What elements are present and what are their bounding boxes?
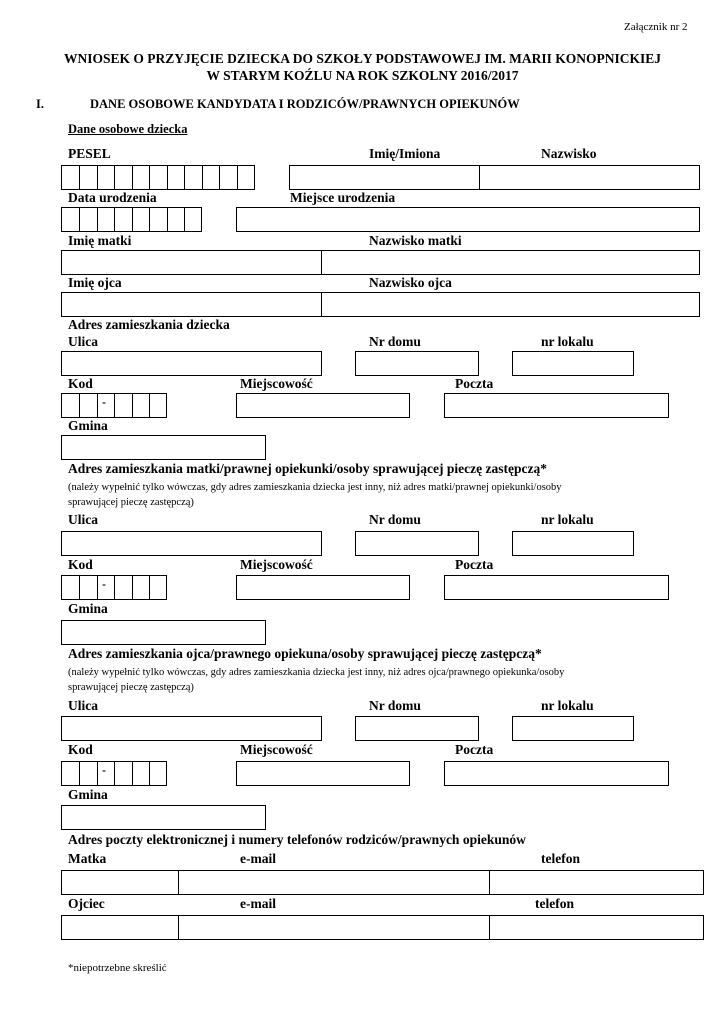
first-names-label: Imię/Imiona (369, 146, 441, 161)
father-flat-no-input[interactable] (512, 716, 634, 741)
child-house-no-input[interactable] (355, 351, 479, 376)
mother-surname-label: Nazwisko matki (369, 233, 462, 248)
father-house-no-input[interactable] (355, 716, 479, 741)
mother-address-heading: Adres zamieszkania matki/prawnej opiekunki/osoby sprawującej pieczę zastępczą* (68, 461, 547, 476)
section-title: DANE OSOBOWE KANDYDATA I RODZICÓW/PRAWNYCH OPIEKUNÓW (90, 97, 520, 111)
first-names-input[interactable] (289, 165, 480, 190)
postcode-dash: - (102, 395, 106, 409)
child-flat-no-input[interactable] (512, 351, 634, 376)
child-address-heading: Adres zamieszkania dziecka (68, 317, 230, 332)
child-flat-no-label: nr lokalu (541, 334, 594, 349)
father-surname-input[interactable] (321, 292, 700, 317)
pesel-label: PESEL (68, 146, 111, 161)
child-house-no-label: Nr domu (369, 334, 421, 349)
mother-surname-input[interactable] (321, 250, 700, 275)
mother-flat-no-label: nr lokalu (541, 512, 594, 527)
father-commune-input[interactable] (61, 805, 266, 830)
mother-city-input[interactable] (236, 575, 410, 600)
mother-commune-label: Gmina (68, 601, 108, 616)
mother-postcode-input[interactable] (61, 575, 167, 600)
contact-father-phone-label: telefon (535, 896, 574, 911)
child-city-input[interactable] (236, 393, 410, 418)
child-post-office-input[interactable] (444, 393, 669, 418)
child-commune-input[interactable] (61, 435, 266, 460)
child-street-input[interactable] (61, 351, 322, 376)
father-address-note-line1: (należy wypełnić tylko wówczas, gdy adres zamieszkania dziecka jest inny, niż adres ojca/prawnego opiekunka/osoby (68, 667, 565, 678)
contact-mother-email-label: e-mail (240, 851, 276, 866)
birth-place-input[interactable] (236, 207, 700, 232)
surname-input[interactable] (479, 165, 700, 190)
contact-father-label: Ojciec (68, 896, 105, 911)
contact-mother-email-input[interactable] (178, 870, 490, 895)
mother-house-no-label: Nr domu (369, 512, 421, 527)
contact-mother-phone-label: telefon (541, 851, 580, 866)
form-title-line1: WNIOSEK O PRZYJĘCIE DZIECKA DO SZKOŁY PODSTAWOWEJ IM. MARII KONOPNICKIEJ (63, 51, 662, 66)
father-surname-label: Nazwisko ojca (369, 275, 452, 290)
mother-street-label: Ulica (68, 512, 98, 527)
footnote: *niepotrzebne skreślić (68, 962, 167, 974)
father-flat-no-label: nr lokalu (541, 698, 594, 713)
mother-city-label: Miejscowość (240, 557, 313, 572)
father-post-office-input[interactable] (444, 761, 669, 786)
father-house-no-label: Nr domu (369, 698, 421, 713)
contact-mother-phone-input[interactable] (489, 870, 704, 895)
father-street-label: Ulica (68, 698, 98, 713)
form-title-line2: W STARYM KOŹLU NA ROK SZKOLNY 2016/2017 (206, 68, 519, 83)
contact-mother-name-input[interactable] (61, 870, 179, 895)
contact-father-name-input[interactable] (61, 915, 179, 940)
mother-street-input[interactable] (61, 531, 322, 556)
contact-father-email-label: e-mail (240, 896, 276, 911)
annex-label: Załącznik nr 2 (624, 21, 688, 33)
section-number: I. (36, 97, 44, 111)
father-address-note-line2: sprawującej pieczę zastępczą) (68, 682, 194, 693)
child-data-subtitle: Dane osobowe dziecka (68, 122, 188, 136)
birth-place-label: Miejsce urodzenia (290, 190, 396, 205)
birth-date-input[interactable] (61, 207, 202, 232)
father-post-office-label: Poczta (455, 742, 494, 757)
father-address-heading: Adres zamieszkania ojca/prawnego opiekuna/osoby sprawującej pieczę zastępczą* (68, 646, 542, 661)
child-street-label: Ulica (68, 334, 98, 349)
mother-house-no-input[interactable] (355, 531, 479, 556)
father-city-label: Miejscowość (240, 742, 313, 757)
child-post-office-label: Poczta (455, 376, 494, 391)
postcode-dash: - (102, 577, 106, 591)
pesel-input[interactable] (61, 165, 255, 190)
contact-mother-label: Matka (68, 851, 107, 866)
father-city-input[interactable] (236, 761, 410, 786)
father-postcode-input[interactable] (61, 761, 167, 786)
father-name-label: Imię ojca (68, 275, 122, 290)
child-city-label: Miejscowość (240, 376, 313, 391)
child-postcode-input[interactable] (61, 393, 167, 418)
mother-postcode-label: Kod (68, 557, 93, 572)
father-street-input[interactable] (61, 716, 322, 741)
mother-flat-no-input[interactable] (512, 531, 634, 556)
birth-date-label: Data urodzenia (68, 190, 157, 205)
mother-post-office-input[interactable] (444, 575, 669, 600)
contact-father-phone-input[interactable] (489, 915, 704, 940)
mother-address-note-line2: sprawującej pieczę zastępczą) (68, 497, 194, 508)
mother-name-label: Imię matki (68, 233, 132, 248)
child-commune-label: Gmina (68, 418, 108, 433)
father-postcode-label: Kod (68, 742, 93, 757)
mother-name-input[interactable] (61, 250, 322, 275)
surname-label: Nazwisko (541, 146, 597, 161)
mother-address-note-line1: (należy wypełnić tylko wówczas, gdy adres zamieszkania dziecka jest inny, niż adres matki/prawnej opiekunki/osoby (68, 482, 562, 493)
father-name-input[interactable] (61, 292, 322, 317)
mother-post-office-label: Poczta (455, 557, 494, 572)
contact-father-email-input[interactable] (178, 915, 490, 940)
contact-heading: Adres poczty elektronicznej i numery telefonów rodziców/prawnych opiekunów (68, 832, 526, 847)
postcode-dash: - (102, 763, 106, 777)
father-commune-label: Gmina (68, 787, 108, 802)
child-postcode-label: Kod (68, 376, 93, 391)
mother-commune-input[interactable] (61, 620, 266, 645)
